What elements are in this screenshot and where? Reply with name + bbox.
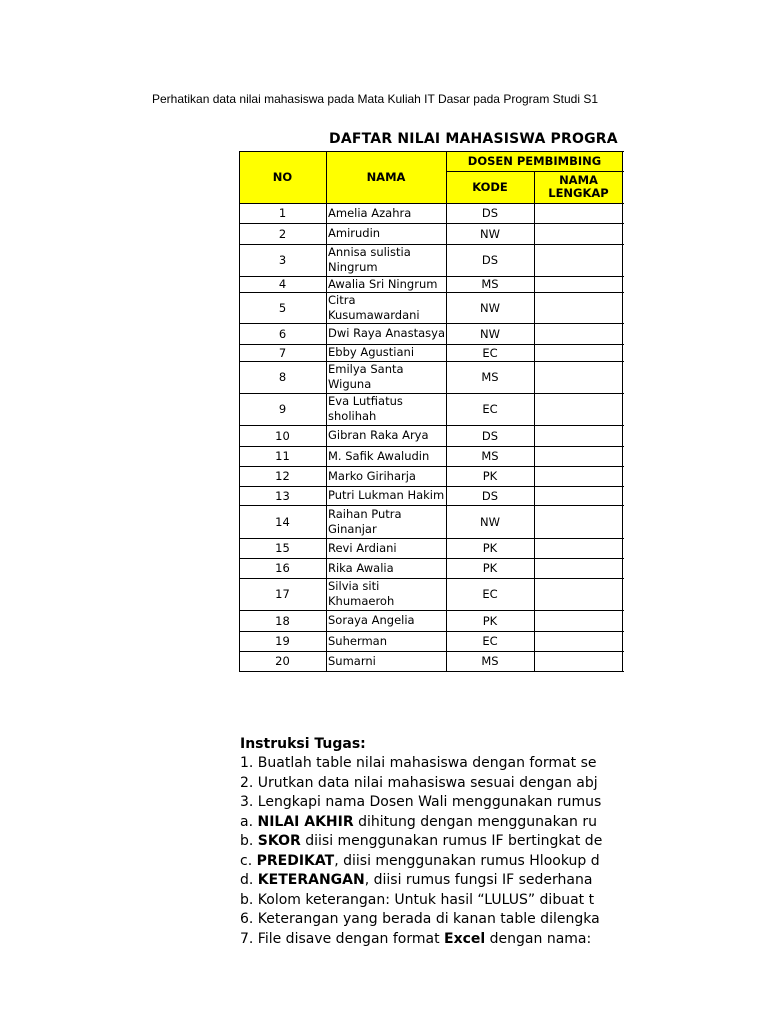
instruction-keyword: PREDIKAT	[256, 852, 335, 869]
grid-line	[239, 292, 624, 293]
cell-no: 9	[278, 402, 287, 416]
cell-kode: NW	[480, 300, 500, 315]
grid-line	[239, 578, 624, 579]
instruction-item	[240, 852, 622, 872]
instruction-text: diisi menggunakan rumus IF bertingkat de	[300, 833, 603, 849]
cell-nama-lengkap[interactable]	[534, 631, 623, 651]
cell-kode: DS	[481, 488, 499, 503]
student-name: Gibran Raka Arya	[328, 428, 429, 442]
cell-nama	[326, 323, 446, 344]
cell-no: 5	[278, 300, 287, 315]
cell-no: 10	[275, 428, 290, 443]
table-title: DAFTAR NILAI MAHASISWA PROGRA	[329, 131, 618, 147]
grid-line	[239, 651, 624, 652]
student-name: Putri Lukman Hakim	[328, 488, 445, 502]
cell-nama-lengkap[interactable]	[534, 538, 623, 558]
cell-nama	[326, 578, 446, 610]
cell-no: 4	[278, 277, 287, 291]
instruction-keyword: Excel	[444, 930, 486, 947]
cell-kode: EC	[482, 634, 498, 648]
cell-no: 3	[278, 253, 287, 267]
instruction-text: dihitung dengan menggunakan ru	[353, 813, 597, 830]
cell-nama-lengkap[interactable]	[534, 610, 623, 631]
cell-no: 19	[275, 634, 290, 648]
cell-nama-lengkap[interactable]	[534, 244, 623, 276]
cell-nama-lengkap[interactable]	[534, 486, 623, 505]
cell-nama-lengkap[interactable]	[534, 558, 623, 578]
header-no: NO	[239, 151, 326, 203]
header-nama-lengkap: NAMA LENGKAP	[534, 171, 623, 203]
cell-nama-lengkap[interactable]	[534, 276, 623, 292]
cell-no: 7	[278, 345, 287, 360]
cell-no: 17	[275, 587, 290, 601]
grid-line	[239, 244, 624, 245]
header-nama: NAMA	[326, 151, 446, 203]
cell-no: 15	[275, 541, 290, 555]
instruction-keyword: NILAI AKHIR	[257, 813, 354, 830]
cell-nama	[326, 344, 446, 361]
cell-no: 18	[275, 613, 290, 628]
cell-nama-lengkap[interactable]	[534, 292, 623, 323]
cell-nama	[326, 446, 446, 466]
grid-line	[446, 151, 447, 672]
cell-nama	[326, 631, 446, 651]
cell-nama-lengkap[interactable]	[534, 323, 623, 344]
cell-kode: EC	[482, 402, 498, 416]
cell-kode: DS	[481, 428, 499, 443]
cell-kode: MS	[481, 654, 499, 668]
instruction-keyword: KETERANGAN	[257, 872, 365, 888]
intro-text: Perhatikan data nilai mahasiswa pada Mata Kuliah IT Dasar pada Program Studi S1	[152, 92, 599, 106]
grid-line	[239, 223, 624, 224]
cell-no: 2	[278, 226, 287, 241]
cell-kode: EC	[482, 345, 498, 360]
instruction-text: c.	[240, 852, 257, 869]
instruction-text: 1. Buatlah table nilai mahasiswa dengan format se	[240, 755, 597, 771]
student-name: Ebby Agustiani	[328, 345, 415, 359]
cell-no: 1	[278, 206, 287, 220]
cell-nama	[326, 505, 446, 538]
grid-line	[239, 203, 624, 204]
grid-line	[239, 446, 624, 447]
cell-nama	[326, 203, 446, 223]
cell-nama-lengkap[interactable]	[534, 466, 623, 486]
student-name: Revi Ardiani	[328, 540, 397, 555]
instruction-item	[240, 774, 622, 794]
cell-nama	[326, 466, 446, 486]
grid-line	[239, 486, 624, 487]
grid-line	[239, 631, 624, 632]
instruction-text: 2. Urutkan data nilai mahasiswa sesuai dengan abj	[240, 774, 598, 791]
cell-nama-lengkap[interactable]	[534, 505, 623, 538]
cell-nama	[326, 486, 446, 505]
cell-nama	[326, 651, 446, 671]
cell-kode: NW	[480, 226, 500, 241]
grid-line	[239, 393, 624, 394]
instruction-item	[240, 754, 622, 774]
instruction-item	[240, 813, 622, 833]
instruction-text: 7. File disave dengan format	[240, 930, 445, 947]
grid-line	[446, 171, 624, 172]
cell-nama	[326, 610, 446, 631]
cell-nama-lengkap[interactable]	[534, 223, 623, 244]
cell-kode: PK	[482, 469, 498, 483]
cell-no: 20	[275, 654, 290, 668]
instruction-text: b.	[240, 833, 258, 849]
cell-kode: EC	[482, 587, 498, 601]
cell-kode: NW	[480, 326, 500, 341]
instruction-keyword: SKOR	[257, 833, 301, 849]
instruction-text: d.	[240, 872, 258, 888]
student-name: Amirudin	[328, 226, 381, 240]
grid-line	[239, 425, 624, 426]
instructions-heading: Instruksi Tugas:	[240, 736, 366, 752]
student-name: M. Safik Awaludin	[328, 448, 430, 463]
header-dosen-pembimbing: DOSEN PEMBIMBING	[446, 151, 623, 171]
student-name: Dwi Raya Anastasya	[328, 326, 445, 340]
cell-nama-lengkap[interactable]	[534, 393, 623, 425]
grid-line	[239, 323, 624, 324]
student-name: Annisa sulistia Ningrum	[328, 245, 411, 274]
cell-nama-lengkap[interactable]	[534, 578, 623, 610]
cell-kode: MS	[481, 370, 499, 384]
instruction-item	[240, 930, 622, 950]
cell-no: 11	[275, 449, 290, 463]
cell-kode: PK	[482, 613, 498, 628]
cell-kode: PK	[482, 561, 498, 575]
instructions-section	[240, 734, 622, 956]
student-name: Suherman	[328, 633, 388, 648]
grid-line	[239, 151, 624, 152]
cell-nama	[326, 538, 446, 558]
instruction-text: 3. Lengkapi nama Dosen Wali menggunakan rumus	[240, 794, 602, 810]
grid-line	[239, 558, 624, 559]
student-name: Awalia Sri Ningrum	[328, 276, 438, 291]
cell-nama-lengkap[interactable]	[534, 344, 623, 361]
grade-table	[239, 151, 623, 673]
grid-line	[239, 610, 624, 611]
cell-kode: MS	[481, 449, 499, 463]
cell-no: 16	[275, 561, 290, 575]
cell-nama	[326, 223, 446, 244]
cell-nama	[326, 292, 446, 323]
student-name: Citra Kusumawardani	[328, 292, 420, 322]
student-name: Eva Lutfiatus sholihah	[328, 394, 403, 423]
cell-no: 8	[278, 370, 287, 384]
grid-line	[326, 151, 327, 672]
student-name: Marko Giriharja	[328, 468, 416, 483]
cell-no: 6	[278, 326, 287, 341]
cell-nama	[326, 276, 446, 292]
cell-kode: NW	[480, 514, 500, 529]
instruction-item	[240, 793, 622, 813]
cell-nama-lengkap[interactable]	[534, 651, 623, 671]
header-kode: KODE	[446, 171, 534, 203]
cell-kode: DS	[481, 253, 499, 267]
instruction-text: , diisi menggunakan rumus Hlookup d	[334, 852, 600, 869]
instruction-text: b. Kolom keterangan: Untuk hasil “LULUS” dibuat t	[240, 891, 595, 908]
grid-line	[239, 466, 624, 467]
student-name: Emilya Santa Wiguna	[328, 362, 404, 391]
instruction-text: 6. Keterangan yang berada di kanan table dilengka	[240, 911, 600, 927]
cell-no: 12	[275, 469, 290, 483]
cell-nama	[326, 393, 446, 425]
grid-line	[239, 538, 624, 539]
cell-nama	[326, 361, 446, 393]
grid-line	[534, 171, 535, 672]
cell-no: 13	[275, 488, 290, 503]
instruction-item	[240, 910, 622, 930]
grid-line	[239, 361, 624, 362]
instruction-text: , diisi rumus fungsi IF sederhana	[364, 872, 593, 888]
instruction-item	[240, 891, 622, 911]
cell-nama-lengkap[interactable]	[534, 203, 623, 223]
instruction-text: dengan nama:	[485, 930, 592, 947]
cell-nama	[326, 425, 446, 446]
grid-line	[239, 344, 624, 345]
cell-nama	[326, 558, 446, 578]
student-name: Soraya Angelia	[328, 613, 415, 627]
student-name: Silvia siti Khumaeroh	[328, 579, 395, 608]
cell-kode: DS	[481, 206, 499, 220]
grid-line	[239, 505, 624, 506]
cell-nama-lengkap[interactable]	[534, 361, 623, 393]
cell-nama	[326, 244, 446, 276]
grid-line	[239, 671, 624, 672]
cell-nama-lengkap[interactable]	[534, 446, 623, 466]
instruction-text: a.	[240, 813, 258, 830]
cell-nama-lengkap[interactable]	[534, 425, 623, 446]
student-name: Sumarni	[328, 653, 376, 668]
instruction-item	[240, 832, 622, 852]
student-name: Raihan Putra Ginanjar	[328, 506, 402, 536]
cell-kode: PK	[482, 541, 498, 555]
grid-line	[239, 151, 240, 672]
grid-line	[622, 151, 623, 672]
instruction-item	[240, 871, 622, 891]
cell-kode: MS	[481, 277, 499, 291]
grid-line	[239, 276, 624, 277]
student-name: Rika Awalia	[328, 560, 394, 575]
cell-no: 14	[275, 514, 290, 529]
student-name: Amelia Azahra	[328, 205, 412, 220]
